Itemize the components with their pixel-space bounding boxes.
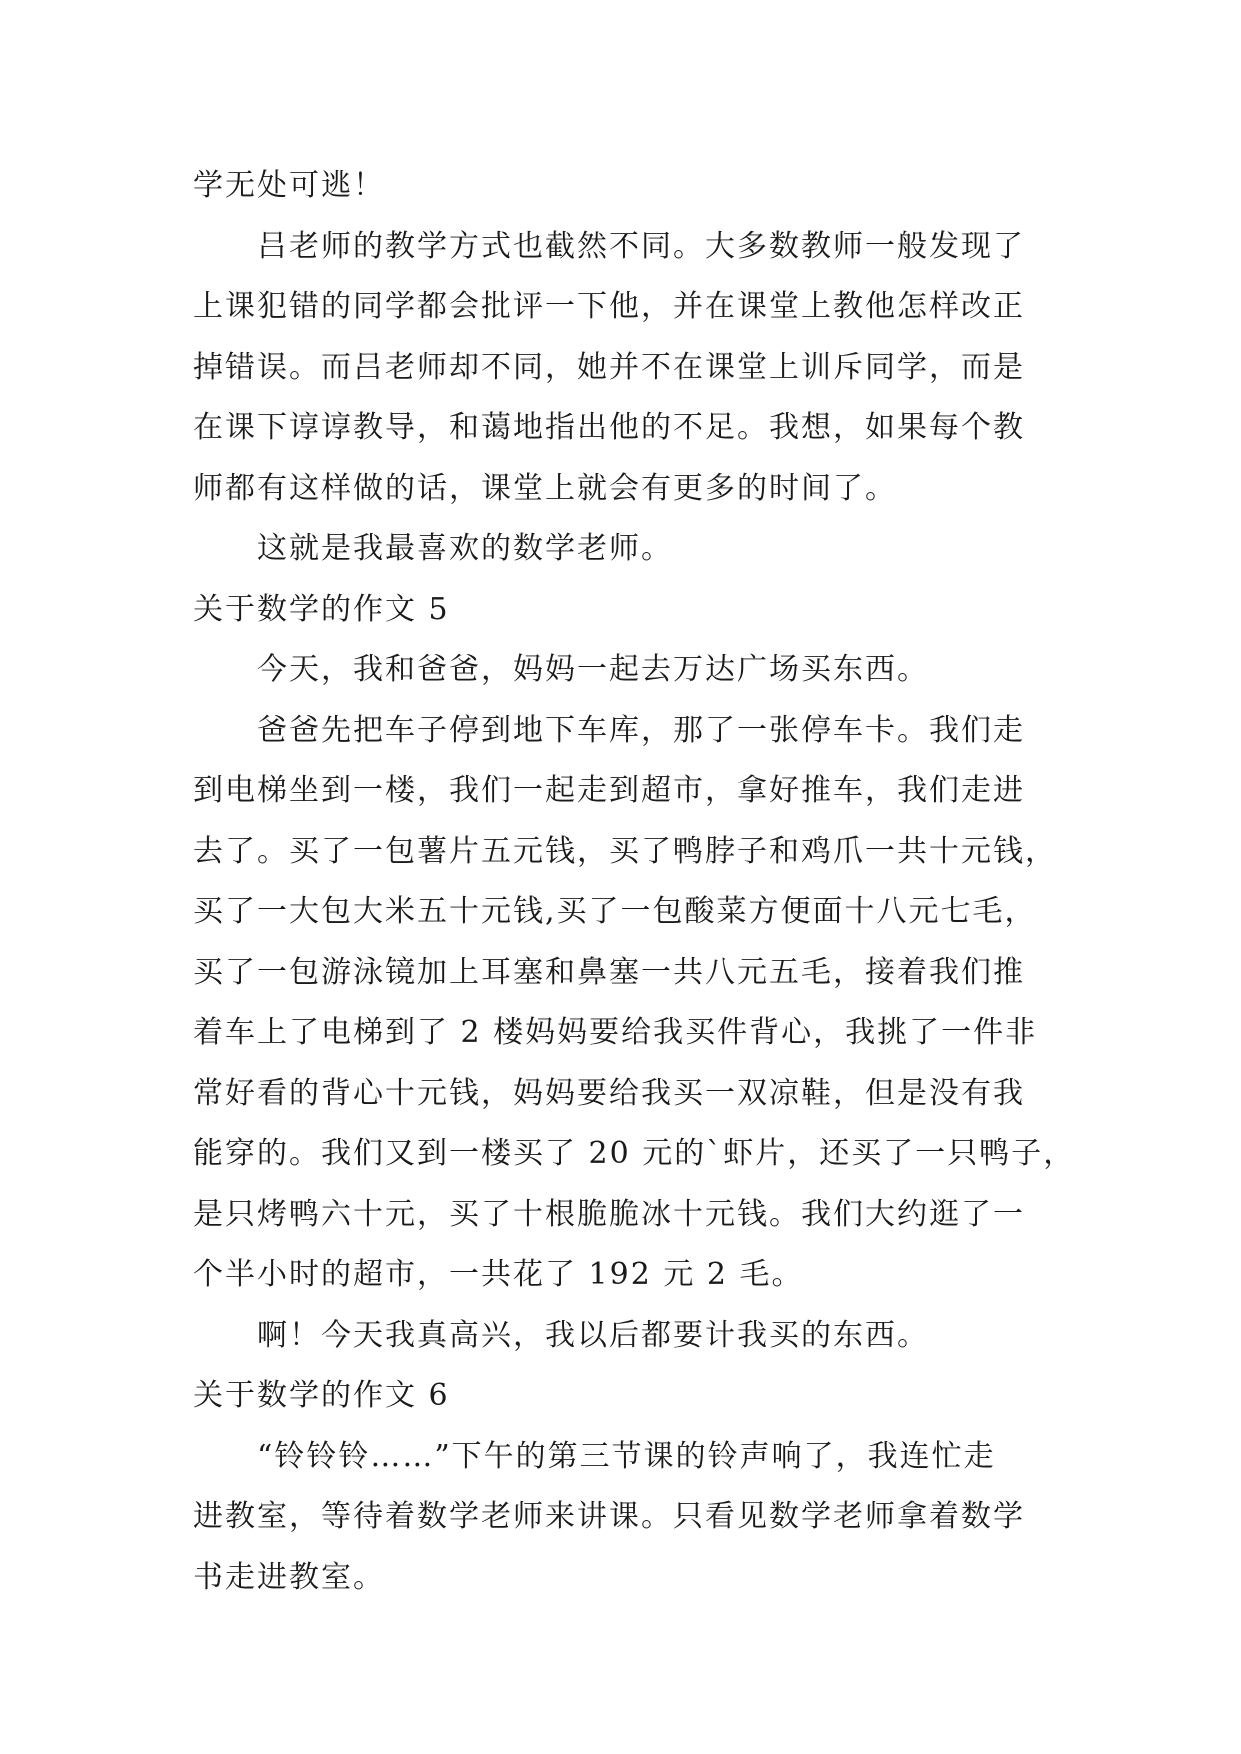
text-line: 进教室，等待着数学老师来讲课。只看见数学老师拿着数学 [193,1499,1025,1534]
text-line: 是只烤鸭六十元，买了十根脆脆冰十元钱。我们大约逛了一 [193,1196,1025,1232]
text-line: 学无处可逃！ [193,168,385,203]
text-line: 着车上了电梯到了 2 楼妈妈要给我买件背心，我挑了一件非 [193,1015,1038,1050]
paragraph-start: 这就是我最喜欢的数学老师。 [257,531,673,566]
paragraph-start: 爸爸先把车子停到地下车库，那了一张停车卡。我们走 [257,712,1025,748]
paragraph-start: 今天，我和爸爸，妈妈一起去万达广场买东西。 [257,652,929,687]
paragraph-start: “铃铃铃……”下午的第三节课的铃声响了，我连忙走 [257,1438,996,1474]
section-heading: 关于数学的作文 6 [193,1378,450,1413]
paragraph-start: 啊！今天我真高兴，我以后都要计我买的东西。 [257,1317,929,1353]
text-line: 买了一包游泳镜加上耳塞和鼻塞一共八元五毛，接着我们推 [193,954,1025,990]
text-line: 掉错误。而吕老师却不同，她并不在课堂上训斥同学，而是 [193,349,1025,385]
text-line: 常好看的背心十元钱，妈妈要给我买一双凉鞋，但是没有我 [193,1075,1025,1111]
text-line: 上课犯错的同学都会批评一下他，并在课堂上教他怎样改正 [193,289,1025,324]
text-line: 个半小时的超市，一共花了 192 元 2 毛。 [193,1257,804,1292]
text-line: 能穿的。我们又到一楼买了 20 元的`虾片，还买了一只鸭子， [193,1136,1076,1171]
text-line: 在课下谆谆教导，和蔼地指出他的不足。我想，如果每个教 [193,410,1025,445]
document-page [193,156,1076,1608]
text-line: 到电梯坐到一楼，我们一起走到超市，拿好推车，我们走进 [193,773,1025,808]
text-line: 书走进教室。 [193,1559,385,1595]
paragraph-start: 吕老师的教学方式也截然不同。大多数教师一般发现了 [257,228,1025,264]
section-heading: 关于数学的作文 5 [193,591,450,627]
text-line: 去了。买了一包薯片五元钱，买了鸭脖子和鸡爪一共十元钱， [193,833,1057,869]
text-line: 买了一大包大米五十元钱,买了一包酸菜方便面十八元七毛， [193,894,1037,929]
text-line: 师都有这样做的话，课堂上就会有更多的时间了。 [193,470,897,506]
